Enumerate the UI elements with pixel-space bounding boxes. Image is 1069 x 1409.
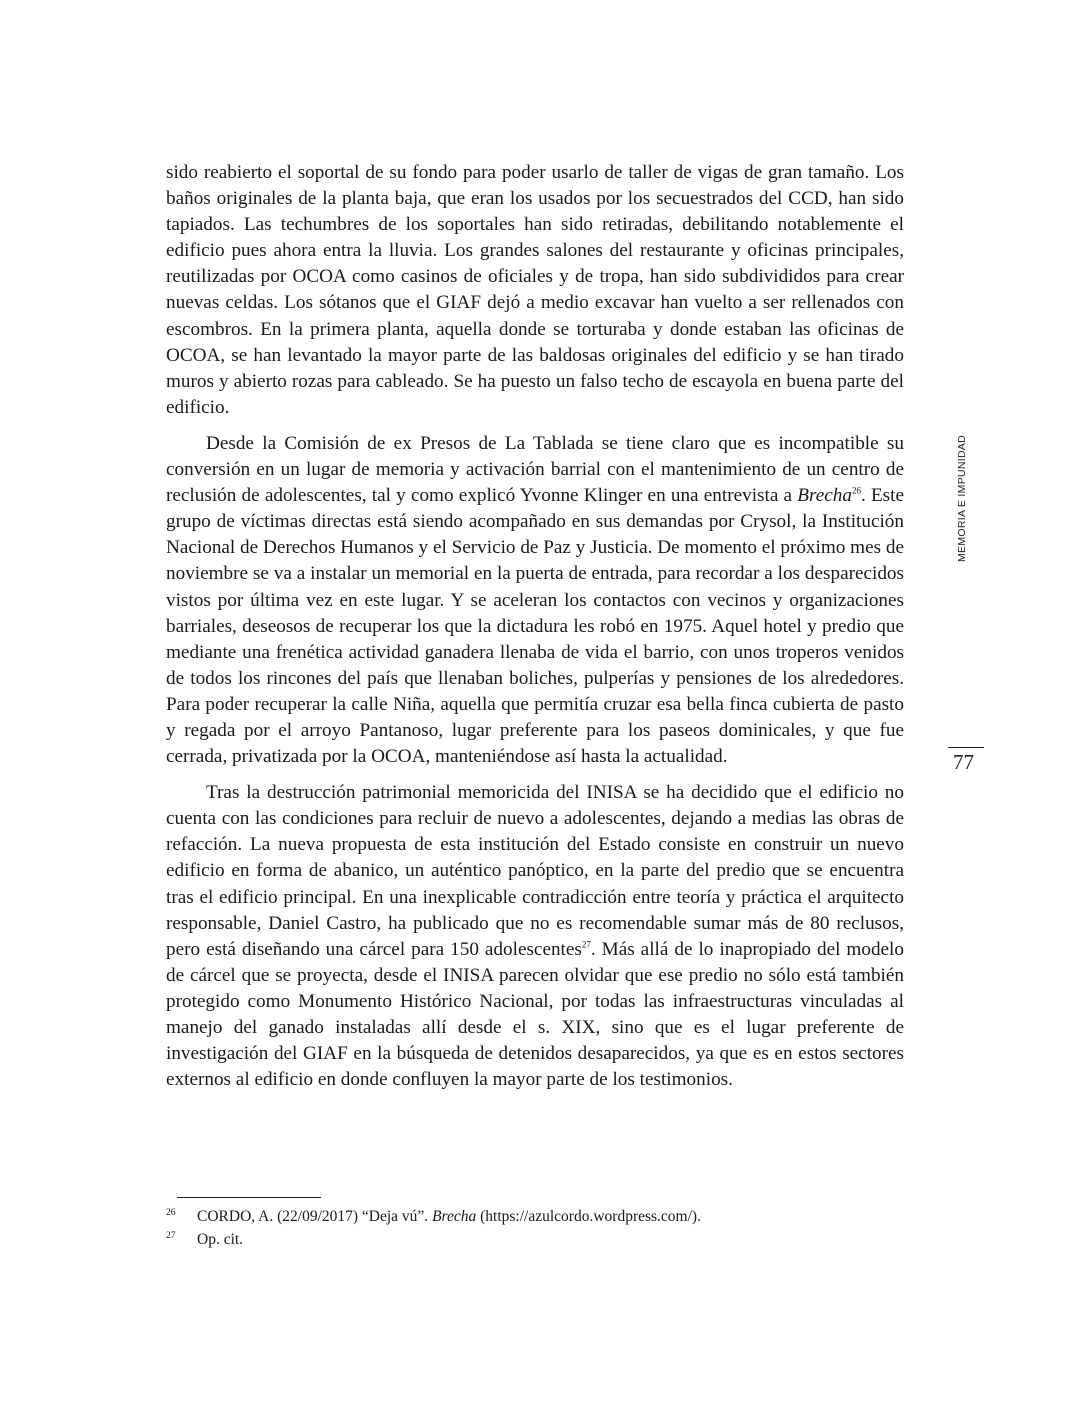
paragraph-2-text-end: . Este grupo de víctimas directas está siendo acompañado en sus demandas por Crysol, la Institución Nacional de Derechos Humanos y el Servicio de Paz y Justicia. De momento el próximo mes de noviembre se va a instalar un memorial en la puerta de entrada, para recordar a los desparecidos vistos por última vez en este lugar. Y se aceleran los contactos con vecinos y organizaciones barriales, deseosos de recuperar los que la dictadura les robó en 1975. Aquel hotel y predio que mediante una frenética actividad ganadera llenaba de vida el barrio, con unos troperos venidos de todos los rincones del país que llenaban boliches, pulperías y pensiones de los alrededores. Para poder recuperar la calle Niña, aquella que permitía cruzar esa bella finca cubierta de pasto y regada por el arroyo Pantanoso, lugar preferente para los paseos dominicales, y que fue cerrada, privatizada por la OCOA, manteniéndose así hasta la actualidad.: [166, 485, 904, 768]
footnote-text-end: (https://azulcordo.wordpress.com/).: [476, 1208, 701, 1225]
page-number: 77: [953, 750, 974, 774]
paragraph-1-text: sido reabierto el soportal de su fondo para poder usarlo de taller de vigas de gran tamaño. Los baños originales de la planta baja, que eran los usados por los secuestrados del CCD, han sido tapiados. Las techumbres de los soportales han sido retiradas, debilitando notablemente el edificio pues ahora entra la lluvia. Los grandes salones del restaurante y oficinas principales, reutilizadas por OCOA como casinos de oficiales y de tropa, han sido subdivididos para crear nuevas celdas. Los sótanos que el GIAF dejó a medio excavar han vuelto a ser rellenados con escombros. En la primera planta, aquella donde se torturaba y donde estaban las oficinas de OCOA, se han levantado la mayor parte de las baldosas originales del edificio y se han tirado muros y abierto rozas para cableado. Se ha puesto un falso techo de escayola en buena parte del edificio.: [166, 162, 904, 418]
footnote-reference-26: 26: [851, 485, 861, 496]
footnote-27: [166, 1228, 904, 1251]
footnote-publication-title: Brecha: [432, 1208, 477, 1225]
publication-title-brecha: Brecha: [797, 485, 852, 507]
footnotes: [166, 1205, 904, 1251]
paragraph-2: [166, 431, 904, 770]
paragraph-3: [166, 780, 904, 1093]
footnote-text-start: CORDO, A. (22/09/2017) “Deja vú”.: [197, 1208, 433, 1225]
footnote-number: 27: [166, 1231, 176, 1241]
paragraph-1: [166, 160, 904, 421]
paragraph-2-text-start: Desde la Comisión de ex Presos de La Tablada se tiene claro que es incompatible su conversión en un lugar de memoria y activación barrial con el mantenimiento de un centro de reclusión de adolescentes, tal y como explicó Yvonne Klinger en una entrevista a: [166, 432, 904, 507]
footnote-text: Op. cit.: [197, 1231, 244, 1248]
footnote-26: [166, 1205, 904, 1228]
section-running-head: MEMORIA E IMPUNIDAD: [956, 434, 968, 562]
paragraph-3-text-end: . Más allá de lo inapropiado del modelo de cárcel que se proyecta, desde el INISA parecen olvidar que ese predio no sólo está también protegido como Monumento Histórico Nacional, por todas las infraestructuras vinculadas al manejo del ganado instaladas allí desde el s. XIX, sino que es el lugar preferente de investigación del GIAF en la búsqueda de detenidos desaparecidos, ya que es en estos sectores externos al edificio en donde confluyen la mayor parte de los testimonios.: [166, 938, 904, 1091]
main-text: [166, 160, 904, 1093]
footnote-number: 26: [166, 1208, 176, 1218]
page-number-rule: [948, 747, 984, 748]
paragraph-3-text-start: Tras la destrucción patrimonial memoricida del INISA se ha decidido que el edificio no cuenta con las condiciones para recluir de nuevo a adolescentes, dejando a medias las obras de refacción. La nueva propuesta de esta institución del Estado consiste en construir un nuevo edificio en forma de abanico, un auténtico panóptico, en la parte del predio que se encuentra tras el edificio principal. En una inexplicable contradicción entre teoría y práctica el arquitecto responsable, Daniel Castro, ha publicado que no es recomendable sumar más de 80 reclusos, pero está diseñando una cárcel para 150 adolescentes: [166, 782, 904, 960]
footnote-reference-27: 27: [581, 939, 591, 950]
footnote-separator: [177, 1197, 321, 1198]
